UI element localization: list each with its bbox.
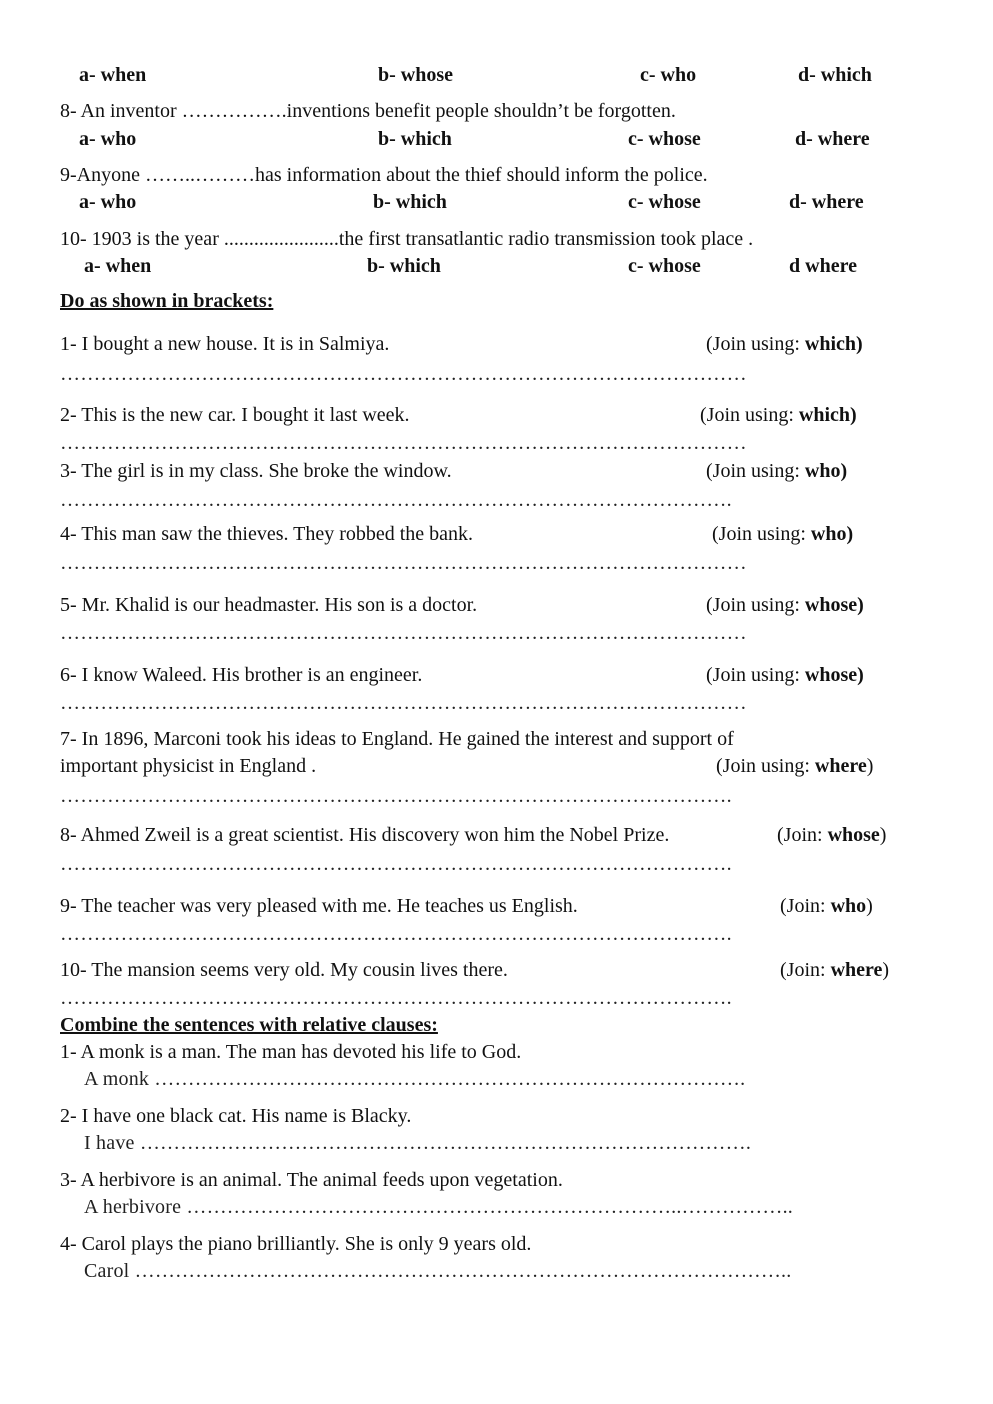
- q10-option-c: c- whose: [628, 255, 701, 277]
- join-item-3-text: 3- The girl is in my class. She broke the window.: [60, 460, 452, 482]
- join-item-7-text-cont: important physicist in England .: [60, 755, 317, 777]
- q9-option-c: c- whose: [628, 191, 701, 213]
- join-item-7-text: 7- In 1896, Marconi took his ideas to England. He gained the interest and support of: [60, 728, 734, 750]
- join-item-5-text: 5- Mr. Khalid is our headmaster. His son is a doctor.: [60, 594, 478, 616]
- join-item-8-text: 8- Ahmed Zweil is a great scientist. His discovery won him the Nobel Prize.: [60, 824, 670, 846]
- combine-item-3-answer[interactable]: A herbivore ………………………………………………………………..……………..: [84, 1196, 793, 1218]
- join-item-3-answer-line[interactable]: ……………………………………………………………………………………….: [60, 489, 732, 511]
- join-item-6-answer-line[interactable]: …………………………………………………………………………………………: [60, 692, 747, 714]
- q10-option-b: b- which: [367, 255, 441, 277]
- combine-item-2-text: 2- I have one black cat. His name is Blacky.: [60, 1105, 412, 1127]
- q10-option-a: a- when: [84, 255, 152, 277]
- join-item-5-hint: (Join using: whose): [706, 594, 864, 616]
- join-item-5-answer-line[interactable]: …………………………………………………………………………………………: [60, 622, 747, 644]
- join-item-10-answer-line[interactable]: ……………………………………………………………………………………….: [60, 987, 732, 1009]
- join-item-8-answer-line[interactable]: ……………………………………………………………………………………….: [60, 853, 732, 875]
- combine-item-3-text: 3- A herbivore is an animal. The animal feeds upon vegetation.: [60, 1169, 563, 1191]
- join-item-4-answer-line[interactable]: …………………………………………………………………………………………: [60, 552, 747, 574]
- q9-option-d: d- where: [789, 191, 864, 213]
- q8-option-b: b- which: [378, 128, 452, 150]
- join-item-10-text: 10- The mansion seems very old. My cousin lives there.: [60, 959, 508, 981]
- combine-item-1-text: 1- A monk is a man. The man has devoted his life to God.: [60, 1041, 522, 1063]
- join-item-9-hint: (Join: who): [780, 895, 873, 917]
- join-item-6-text: 6- I know Waleed. His brother is an engineer.: [60, 664, 423, 686]
- join-item-4-text: 4- This man saw the thieves. They robbed the bank.: [60, 523, 474, 545]
- join-item-10-hint: (Join: where): [780, 959, 890, 981]
- join-item-9-answer-line[interactable]: ……………………………………………………………………………………….: [60, 923, 732, 945]
- q8-option-d: d- where: [795, 128, 870, 150]
- join-item-2-text: 2- This is the new car. I bought it last week.: [60, 404, 410, 426]
- section-heading-do-as-shown: Do as shown in brackets:: [60, 290, 274, 312]
- combine-item-4-answer[interactable]: Carol ……………………………………………………………………………………..: [84, 1260, 792, 1282]
- join-item-8-hint: (Join: whose): [777, 824, 887, 846]
- join-item-7-hint: (Join using: where): [716, 755, 874, 777]
- q9-option-a: a- who: [79, 191, 137, 213]
- join-item-6-hint: (Join using: whose): [706, 664, 864, 686]
- q8-stem: 8- An inventor …………….inventions benefit people shouldn’t be forgotten.: [60, 100, 676, 122]
- combine-item-4-text: 4- Carol plays the piano brilliantly. She is only 9 years old.: [60, 1233, 532, 1255]
- combine-item-1-answer[interactable]: A monk …………………………………………………………………………….: [84, 1068, 746, 1090]
- section-heading-combine: Combine the sentences with relative clauses:: [60, 1014, 438, 1036]
- q8-option-c: c- whose: [628, 128, 701, 150]
- join-item-1-text: 1- I bought a new house. It is in Salmiya.: [60, 333, 390, 355]
- q7-option-c: c- who: [640, 64, 697, 86]
- q9-option-b: b- which: [373, 191, 447, 213]
- q7-option-a: a- when: [79, 64, 147, 86]
- join-item-1-answer-line[interactable]: …………………………………………………………………………………………: [60, 363, 747, 385]
- join-item-1-hint: (Join using: which): [706, 333, 863, 355]
- q7-option-d: d- which: [798, 64, 872, 86]
- q10-stem: 10- 1903 is the year .......................the first transatlantic radio transmission took place .: [60, 228, 754, 250]
- q8-option-a: a- who: [79, 128, 137, 150]
- q7-option-b: b- whose: [378, 64, 454, 86]
- join-item-2-hint: (Join using: which): [700, 404, 857, 426]
- q10-option-d: d where: [789, 255, 857, 277]
- combine-item-2-answer[interactable]: I have ……………………………………………………………………………….: [84, 1132, 752, 1154]
- join-item-4-hint: (Join using: who): [712, 523, 854, 545]
- join-item-7-answer-line[interactable]: ……………………………………………………………………………………….: [60, 785, 732, 807]
- q9-stem: 9-Anyone ……..………has information about the thief should inform the police.: [60, 164, 708, 186]
- join-item-2-answer-line[interactable]: …………………………………………………………………………………………: [60, 432, 747, 454]
- join-item-3-hint: (Join using: who): [706, 460, 848, 482]
- join-item-9-text: 9- The teacher was very pleased with me. He teaches us English.: [60, 895, 578, 917]
